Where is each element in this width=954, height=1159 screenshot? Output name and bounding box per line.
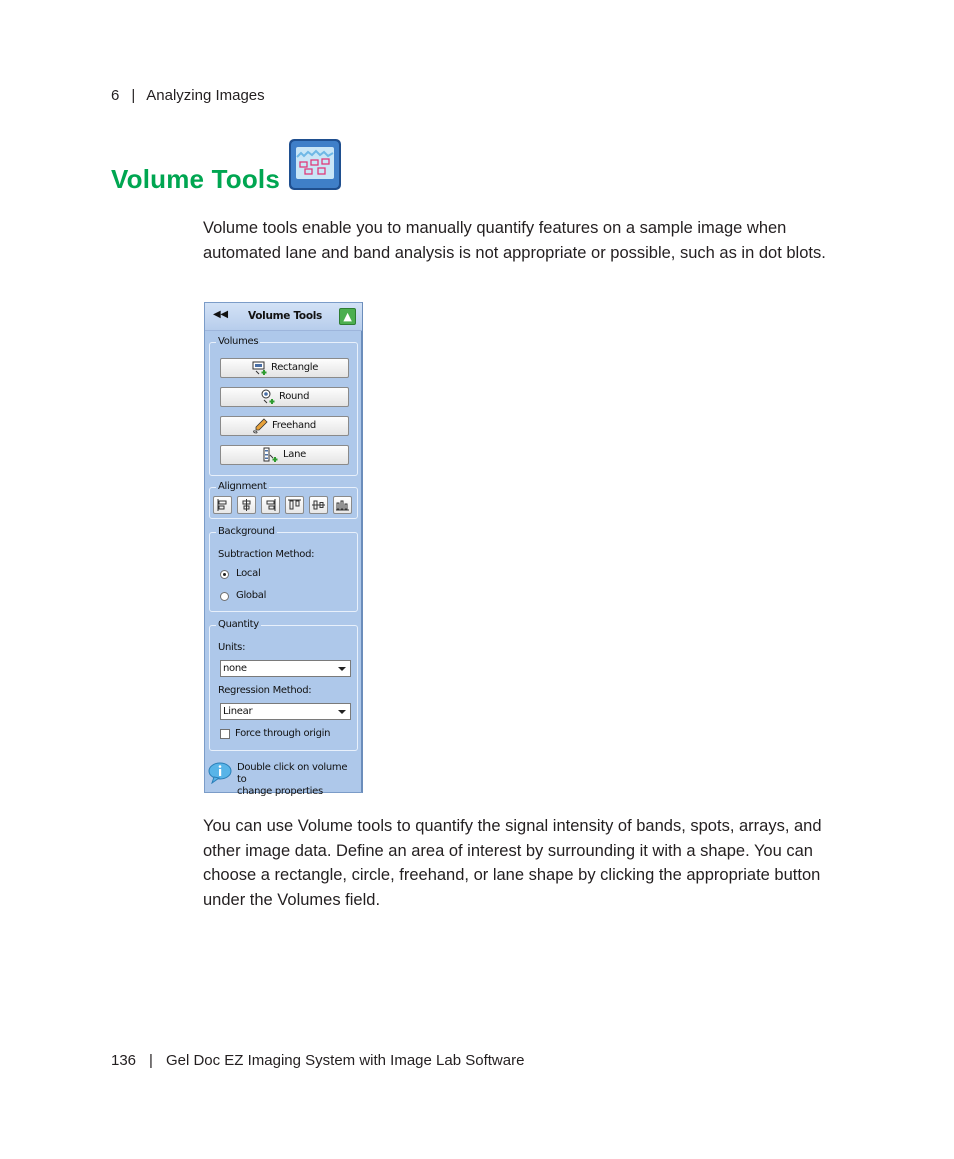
local-label: Local (236, 568, 261, 579)
lane-label: Lane (283, 449, 306, 460)
header-page-number: 6 (111, 87, 120, 104)
intro-paragraph: Volume tools enable you to manually quantify features on a sample image when automated lane and band analysis is not appropriate or possible, such as in dot blots. (203, 219, 826, 262)
freehand-pencil-icon (252, 418, 268, 434)
regression-value: Linear (223, 706, 253, 717)
align-middle-button[interactable] (309, 496, 328, 514)
quantity-group (209, 619, 358, 751)
align-middle-icon (310, 497, 327, 513)
quantity-legend: Quantity (218, 619, 259, 630)
background-group (209, 526, 358, 612)
align-right-icon (262, 497, 279, 513)
align-bottom-button[interactable] (333, 496, 352, 514)
align-center-icon (238, 497, 255, 513)
freehand-button[interactable] (220, 416, 349, 436)
rectangle-label: Rectangle (271, 362, 319, 373)
chevron-down-icon (338, 667, 346, 671)
round-button[interactable] (220, 387, 349, 407)
align-center-button[interactable] (237, 496, 256, 514)
regression-method-label: Regression Method: (218, 685, 312, 696)
rectangle-button[interactable] (220, 358, 349, 378)
rectangle-volume-icon (252, 360, 268, 376)
regression-select[interactable] (220, 703, 351, 720)
alignment-group (209, 481, 358, 519)
header-separator: | (131, 87, 136, 104)
freehand-label: Freehand (272, 420, 316, 431)
panel-header (205, 303, 362, 331)
header-chapter: Analyzing Images (146, 87, 265, 104)
round-volume-icon (260, 389, 276, 405)
background-legend: Background (218, 526, 275, 537)
align-top-button[interactable] (285, 496, 304, 514)
info-text-line2: change properties (237, 786, 323, 797)
global-label: Global (236, 590, 267, 601)
volumes-legend: Volumes (218, 336, 259, 347)
lane-volume-icon (263, 447, 279, 463)
info-text-line1: Double click on volume to (237, 762, 348, 785)
align-top-icon (286, 497, 303, 513)
volume-tools-icon (288, 138, 342, 191)
info-bubble-icon (208, 762, 232, 784)
double-chevron-left-icon[interactable]: ◀◀ (213, 309, 228, 320)
align-left-icon (214, 497, 231, 513)
units-select[interactable] (220, 660, 351, 677)
footer-title: Gel Doc EZ Imaging System with Image Lab Software (165, 1052, 525, 1069)
align-bottom-icon (334, 497, 351, 513)
align-left-button[interactable] (213, 496, 232, 514)
page-header (111, 87, 265, 104)
units-label: Units: (218, 642, 246, 653)
up-arrow-icon[interactable]: ▲ (339, 308, 356, 325)
chevron-down-icon (338, 710, 346, 714)
align-right-button[interactable] (261, 496, 280, 514)
footer-separator: | (149, 1052, 153, 1069)
body-paragraph: You can use Volume tools to quantify the signal intensity of bands, spots, arrays, and other image data. Define an area of interest by surrounding it with a shape. You can choose a rectangle, circle, freehand, or lane shape by clicking the appropriate button under the Volumes field. (203, 817, 822, 909)
volume-tools-panel (204, 302, 363, 797)
units-value: none (223, 663, 247, 674)
force-origin-checkbox[interactable] (220, 729, 230, 739)
force-origin-label: Force through origin (235, 728, 331, 739)
local-radio[interactable] (220, 570, 229, 579)
page-footer (111, 1052, 524, 1069)
alignment-legend: Alignment (218, 481, 267, 492)
volumes-group (209, 336, 358, 476)
global-radio[interactable] (220, 592, 229, 601)
section-title: Volume Tools (111, 164, 281, 194)
footer-page-number: 136 (111, 1052, 137, 1069)
info-text (237, 762, 359, 798)
round-label: Round (279, 391, 310, 402)
lane-button[interactable] (220, 445, 349, 465)
subtraction-method-label: Subtraction Method: (218, 549, 315, 560)
panel-title: Volume Tools (248, 310, 323, 322)
